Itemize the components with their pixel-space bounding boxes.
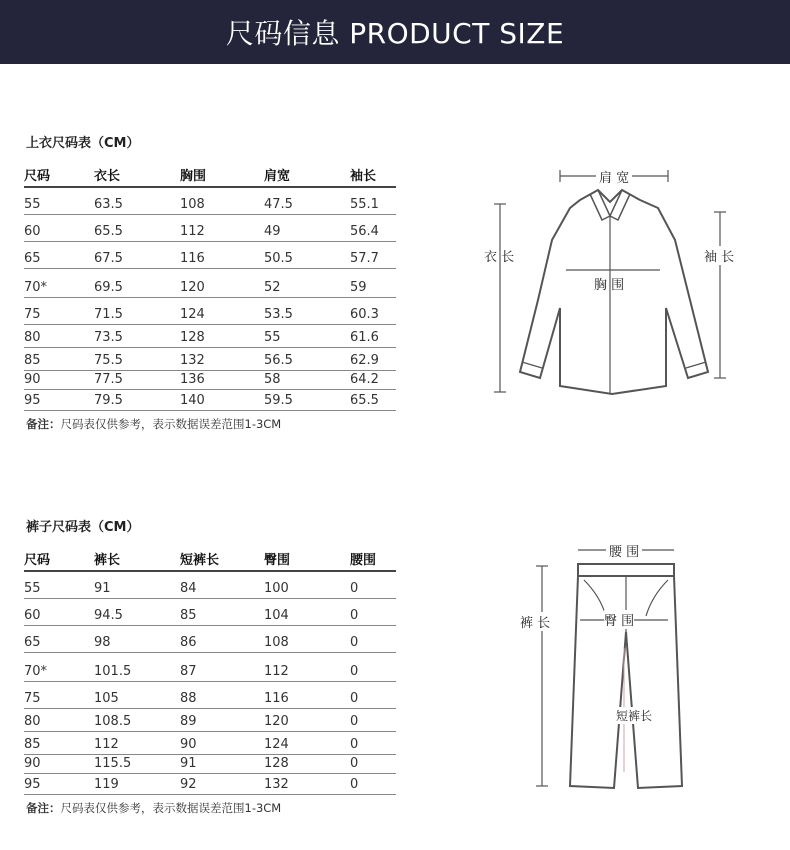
table-cell: 70* bbox=[24, 664, 48, 679]
table-cell: 77.5 bbox=[94, 372, 123, 387]
table-cell: 47.5 bbox=[264, 197, 293, 212]
waist-label: 腰 围 bbox=[606, 541, 642, 560]
page-header bbox=[0, 0, 790, 64]
table-cell: 116 bbox=[180, 251, 205, 266]
table-row bbox=[24, 682, 396, 709]
table-cell: 84 bbox=[180, 581, 197, 596]
table-cell: 90 bbox=[180, 737, 197, 752]
table-row bbox=[24, 709, 396, 732]
table-cell: 55 bbox=[24, 197, 41, 212]
table-cell: 92 bbox=[180, 777, 197, 792]
table-cell: 71.5 bbox=[94, 307, 123, 322]
table-row bbox=[24, 572, 396, 599]
table-header-cell: 胸围 bbox=[180, 169, 207, 184]
table-cell: 104 bbox=[264, 608, 289, 623]
table-cell: 120 bbox=[180, 280, 205, 295]
table-cell: 120 bbox=[264, 714, 289, 729]
table-cell: 94.5 bbox=[94, 608, 123, 623]
table-cell: 80 bbox=[24, 330, 41, 345]
shirt-diagram bbox=[470, 150, 760, 410]
table-cell: 112 bbox=[180, 224, 205, 239]
table-cell: 115.5 bbox=[94, 756, 132, 771]
pants-length-label: 裤 长 bbox=[520, 612, 550, 631]
table-header-cell: 袖长 bbox=[350, 169, 377, 184]
table-row bbox=[24, 325, 396, 348]
pants-diagram bbox=[510, 536, 710, 826]
note-text: 尺码表仅供参考，表示数据误差范围1-3CM bbox=[60, 417, 282, 431]
table-cell: 65.5 bbox=[94, 224, 123, 239]
table-cell: 86 bbox=[180, 635, 197, 650]
table-cell: 53.5 bbox=[264, 307, 293, 322]
table-row bbox=[24, 371, 396, 390]
table-cell: 90 bbox=[24, 756, 41, 771]
table-cell: 52 bbox=[264, 280, 281, 295]
table-cell: 49 bbox=[264, 224, 281, 239]
table-header-cell: 肩宽 bbox=[264, 169, 291, 184]
table-cell: 124 bbox=[180, 307, 205, 322]
table-cell: 112 bbox=[264, 664, 289, 679]
table-cell: 105 bbox=[94, 691, 119, 706]
note-label: 备注： bbox=[26, 801, 61, 815]
table-cell: 57.7 bbox=[350, 251, 379, 266]
table-cell: 0 bbox=[350, 714, 359, 729]
table-header-cell: 尺码 bbox=[24, 553, 51, 568]
table-cell: 60 bbox=[24, 224, 41, 239]
table-cell: 119 bbox=[94, 777, 119, 792]
table-cell: 63.5 bbox=[94, 197, 123, 212]
sleeve-label: 袖 长 bbox=[704, 246, 734, 265]
table-cell: 69.5 bbox=[94, 280, 123, 295]
table-cell: 0 bbox=[350, 737, 359, 752]
table-header-row bbox=[24, 160, 396, 188]
shirt-table-note bbox=[26, 416, 281, 432]
shoulder-label: 肩 宽 bbox=[596, 167, 632, 186]
table-row bbox=[24, 348, 396, 371]
table-cell: 65 bbox=[24, 251, 41, 266]
table-cell: 60 bbox=[24, 608, 41, 623]
table-row bbox=[24, 298, 396, 325]
table-cell: 100 bbox=[264, 581, 289, 596]
table-cell: 132 bbox=[180, 353, 205, 368]
table-cell: 108 bbox=[264, 635, 289, 650]
table-cell: 91 bbox=[94, 581, 111, 596]
table-cell: 89 bbox=[180, 714, 197, 729]
table-cell: 75.5 bbox=[94, 353, 123, 368]
table-cell: 65.5 bbox=[350, 393, 379, 408]
table-header-row bbox=[24, 544, 396, 572]
table-cell: 90 bbox=[24, 372, 41, 387]
table-header-cell: 腰围 bbox=[350, 553, 377, 568]
table-row bbox=[24, 188, 396, 215]
table-cell: 0 bbox=[350, 777, 359, 792]
table-cell: 95 bbox=[24, 777, 41, 792]
pants-table-note bbox=[26, 800, 281, 816]
table-header-cell: 裤长 bbox=[94, 553, 121, 568]
table-cell: 128 bbox=[180, 330, 205, 345]
table-cell: 70* bbox=[24, 280, 48, 295]
table-row bbox=[24, 755, 396, 774]
table-row bbox=[24, 774, 396, 795]
pants-size-table bbox=[24, 544, 396, 795]
table-cell: 56.5 bbox=[264, 353, 293, 368]
table-row bbox=[24, 269, 396, 298]
table-cell: 140 bbox=[180, 393, 205, 408]
table-row bbox=[24, 599, 396, 626]
table-cell: 64.2 bbox=[350, 372, 379, 387]
table-cell: 136 bbox=[180, 372, 205, 387]
table-cell: 80 bbox=[24, 714, 41, 729]
table-cell: 108.5 bbox=[94, 714, 132, 729]
table-row bbox=[24, 626, 396, 653]
table-row bbox=[24, 215, 396, 242]
table-cell: 85 bbox=[24, 737, 41, 752]
table-cell: 55.1 bbox=[350, 197, 379, 212]
table-cell: 79.5 bbox=[94, 393, 123, 408]
table-cell: 73.5 bbox=[94, 330, 123, 345]
table-cell: 116 bbox=[264, 691, 289, 706]
pants-illustration bbox=[510, 536, 710, 826]
table-cell: 124 bbox=[264, 737, 289, 752]
table-cell: 0 bbox=[350, 608, 359, 623]
table-row bbox=[24, 732, 396, 755]
table-cell: 0 bbox=[350, 581, 359, 596]
table-cell: 132 bbox=[264, 777, 289, 792]
note-label: 备注： bbox=[26, 417, 61, 431]
shirt-size-table bbox=[24, 160, 396, 411]
table-cell: 55 bbox=[264, 330, 281, 345]
table-row bbox=[24, 242, 396, 269]
table-cell: 65 bbox=[24, 635, 41, 650]
table-cell: 60.3 bbox=[350, 307, 379, 322]
table-cell: 0 bbox=[350, 664, 359, 679]
table-row bbox=[24, 390, 396, 411]
table-cell: 98 bbox=[94, 635, 111, 650]
table-cell: 59.5 bbox=[264, 393, 293, 408]
table-cell: 85 bbox=[24, 353, 41, 368]
table-cell: 112 bbox=[94, 737, 119, 752]
table-cell: 75 bbox=[24, 691, 41, 706]
table-header-cell: 尺码 bbox=[24, 169, 51, 184]
table-cell: 55 bbox=[24, 581, 41, 596]
table-cell: 95 bbox=[24, 393, 41, 408]
chest-label: 胸 围 bbox=[594, 278, 625, 293]
table-cell: 91 bbox=[180, 756, 197, 771]
table-cell: 58 bbox=[264, 372, 281, 387]
table-cell: 0 bbox=[350, 691, 359, 706]
table-cell: 67.5 bbox=[94, 251, 123, 266]
table-cell: 59 bbox=[350, 280, 367, 295]
table-header-cell: 衣长 bbox=[94, 169, 121, 184]
shirt-table-title: 上衣尺码表（CM） bbox=[26, 136, 140, 151]
table-cell: 88 bbox=[180, 691, 197, 706]
table-cell: 87 bbox=[180, 664, 197, 679]
table-cell: 61.6 bbox=[350, 330, 379, 345]
table-cell: 62.9 bbox=[350, 353, 379, 368]
table-cell: 75 bbox=[24, 307, 41, 322]
table-cell: 85 bbox=[180, 608, 197, 623]
table-header-cell: 臀围 bbox=[264, 553, 291, 568]
shirt-length-label: 衣 长 bbox=[484, 250, 515, 265]
hip-label: 臀 围 bbox=[604, 610, 634, 629]
page-title: 尺码信息 PRODUCT SIZE bbox=[225, 17, 565, 50]
short-length-label: 短裤长 bbox=[616, 709, 653, 723]
pants-table-title: 裤子尺码表（CM） bbox=[26, 520, 140, 535]
note-text: 尺码表仅供参考，表示数据误差范围1-3CM bbox=[60, 801, 282, 815]
table-cell: 101.5 bbox=[94, 664, 132, 679]
table-row bbox=[24, 653, 396, 682]
table-cell: 108 bbox=[180, 197, 205, 212]
table-cell: 0 bbox=[350, 635, 359, 650]
table-cell: 50.5 bbox=[264, 251, 293, 266]
table-cell: 56.4 bbox=[350, 224, 379, 239]
table-cell: 0 bbox=[350, 756, 359, 771]
table-cell: 128 bbox=[264, 756, 289, 771]
table-header-cell: 短裤长 bbox=[180, 553, 220, 568]
